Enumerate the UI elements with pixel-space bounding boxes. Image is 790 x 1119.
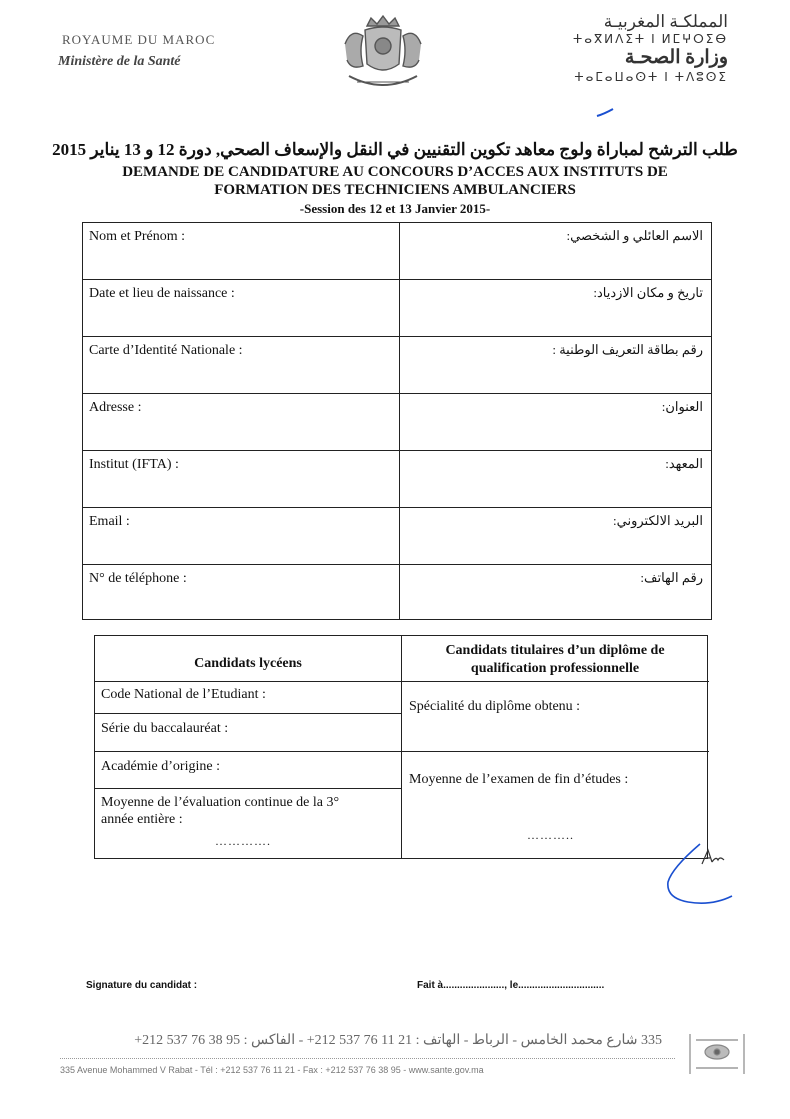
title-fr-line1: DEMANDE DE CANDIDATURE AU CONCOURS D’ACCES AUX INSTITUTS DE (122, 164, 668, 180)
label-email-ar: البريد الالكتروني: (613, 513, 703, 528)
header-country-tifinagh: ⵜⴰⴳⵍⴷⵉⵜ ⵏ ⵍⵎⵖⵔⵉⴱ (572, 32, 728, 46)
label-cin-ar: رقم بطاقة التعريف الوطنية : (552, 342, 703, 357)
row-divider (95, 751, 709, 752)
footer-divider (60, 1058, 675, 1059)
label-email-fr: Email : (89, 514, 130, 529)
label-address-ar: العنوان: (661, 399, 703, 414)
header-ministry-ar: وزارة الصحـة (624, 47, 728, 68)
field-moyenne-line2: année entière : (101, 812, 183, 827)
form-row-name[interactable] (83, 223, 711, 280)
row-divider (399, 280, 400, 336)
footer-address-fr: 335 Avenue Mohammed V Rabat - Tél : +212 537 76 11 21 - Fax : +212 537 76 38 95 - www.sante.gov.ma (60, 1065, 484, 1075)
field-moyenne-examen[interactable]: Moyenne de l’examen de fin d’études : (409, 772, 629, 787)
footer-address-ar: 335 شارع محمد الخامس - الرباط - الهاتف : 21 11 76 537 212+ - الفاكس : 95 38 76 537 212+ (134, 1033, 662, 1048)
header-ministry-tifinagh: ⵜⴰⵎⴰⵡⴰⵙⵜ ⵏ ⵜⴷⵓⵙⵉ (574, 70, 728, 84)
header-diploma-line1: Candidats titulaires d’un diplôme de (445, 643, 665, 658)
row-divider (95, 681, 709, 682)
left-dots: …………. (215, 834, 271, 848)
label-name-ar: الاسم العائلي و الشخصي: (566, 228, 703, 243)
header-country-ar: المملكـة المغربيـة (603, 12, 728, 31)
title-session: -Session des 12 et 13 Janvier 2015- (299, 201, 491, 216)
label-institute-ar: المعهد: (665, 456, 703, 471)
header-diploma-line2: qualification professionnelle (470, 661, 640, 676)
signature-label: Signature du candidat : (86, 980, 198, 991)
row-divider (399, 565, 400, 620)
field-moyenne-line1[interactable]: Moyenne de l’évaluation continue de la 3° (101, 795, 340, 810)
right-dots: ……….. (527, 828, 574, 842)
label-address-fr: Adresse : (89, 400, 142, 415)
pen-mark-icon (596, 108, 614, 118)
royal-emblem-icon (337, 14, 429, 96)
row-divider (399, 451, 400, 507)
header-lyceens: Candidats lycéens (194, 656, 302, 671)
form-row-institute[interactable] (83, 451, 711, 508)
row-divider (399, 223, 400, 279)
label-birth-ar: تاريخ و مكان الازدياد: (593, 285, 703, 300)
fait-a-label: Fait à......................, le............................... (417, 980, 605, 991)
label-phone-ar: رقم الهاتف: (640, 570, 703, 585)
title-arabic: طلب الترشح لمباراة ولوج معاهد تكوين التقنيين في النقل والإسعاف الصحي, دورة 12 و 13 يناير 2015 (52, 140, 738, 159)
title-fr-line2: FORMATION DES TECHNICIENS AMBULANCIERS (214, 182, 576, 198)
ministry-logo-icon (686, 1030, 748, 1078)
form-row-cin[interactable] (83, 337, 711, 394)
row-divider (95, 713, 401, 714)
label-cin-fr: Carte d’Identité Nationale : (89, 343, 243, 358)
label-birth-fr: Date et lieu de naissance : (89, 286, 235, 301)
label-name-fr: Nom et Prénom : (89, 229, 186, 244)
form-row-phone[interactable] (83, 565, 711, 620)
row-divider (399, 394, 400, 450)
header-country-fr: ROYAUME DU MAROC (62, 32, 216, 47)
row-divider (399, 337, 400, 393)
label-phone-fr: N° de téléphone : (89, 571, 187, 586)
field-specialite[interactable]: Spécialité du diplôme obtenu : (409, 699, 581, 714)
initials-ink-icon (652, 838, 742, 908)
field-serie-bac[interactable]: Série du baccalauréat : (101, 721, 229, 736)
header-ministry-fr: Ministère de la Santé (58, 54, 181, 69)
candidate-type-table (94, 635, 708, 859)
row-divider (95, 788, 401, 789)
label-institute-fr: Institut (IFTA) : (89, 457, 179, 472)
form-row-email[interactable] (83, 508, 711, 565)
row-divider (399, 508, 400, 564)
form-row-birth[interactable] (83, 280, 711, 337)
field-academie[interactable]: Académie d’origine : (101, 759, 220, 774)
field-code-national[interactable]: Code National de l’Etudiant : (101, 687, 266, 702)
candidate-info-table (82, 222, 712, 620)
form-row-address[interactable] (83, 394, 711, 451)
